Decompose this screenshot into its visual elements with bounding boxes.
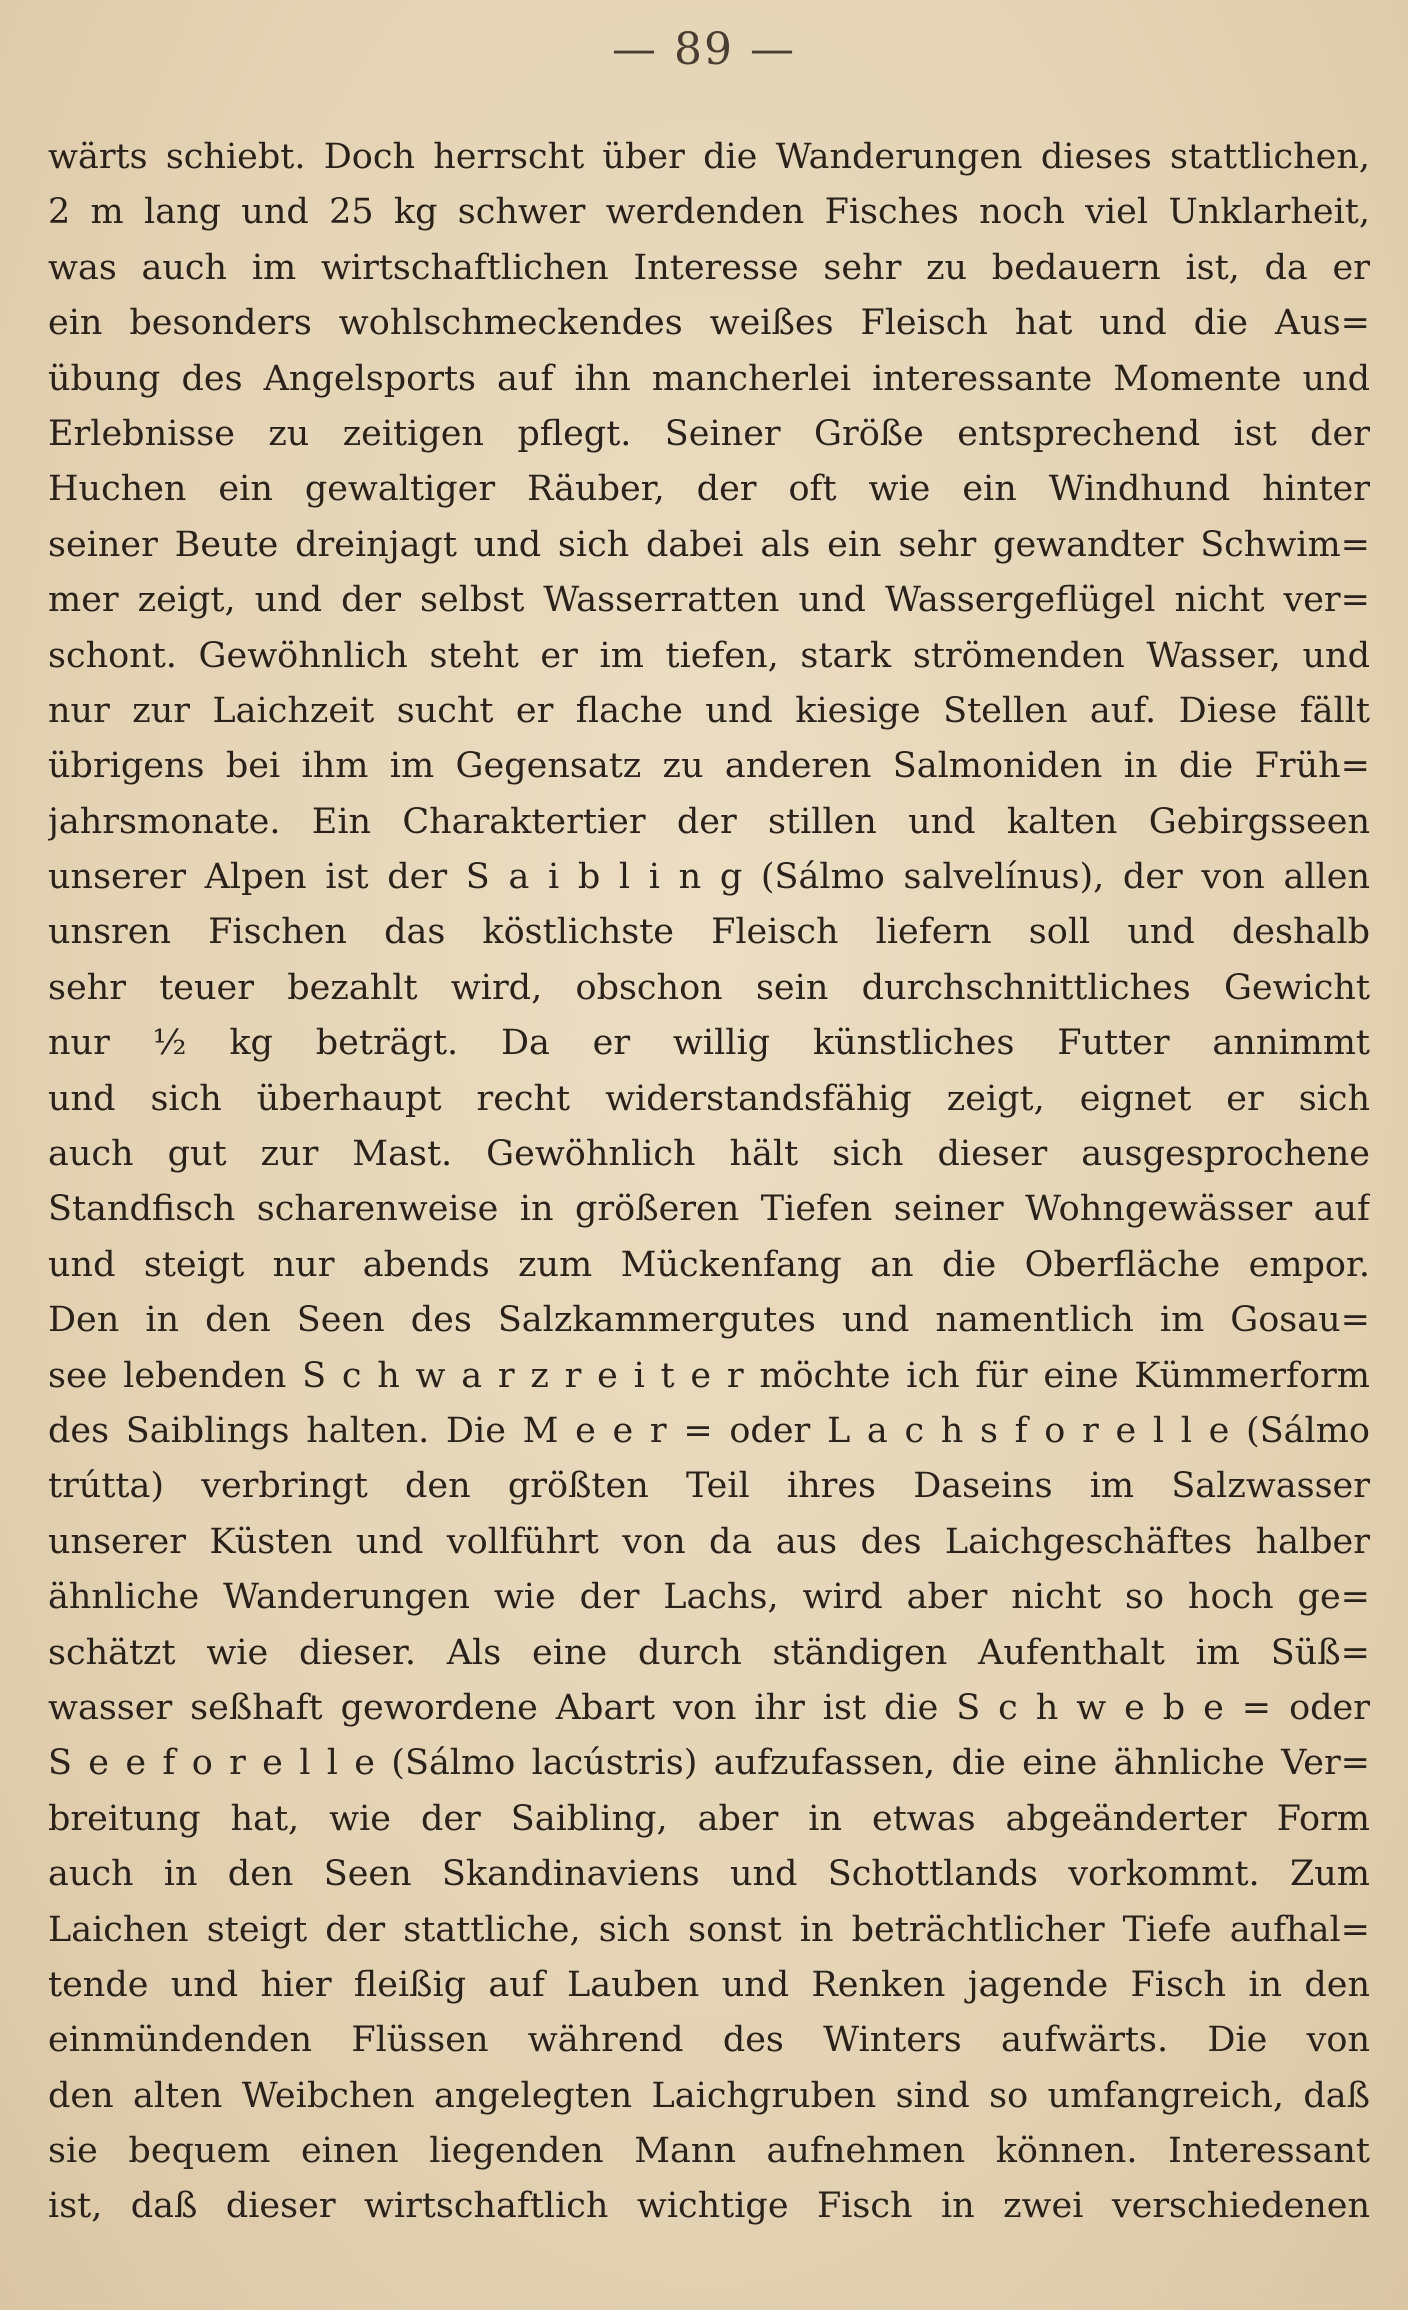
text-line: nur zur Laichzeit sucht er flache und kiesige Stellen auf. Diese fällt (48, 690, 1370, 731)
text-line: ist, daß dieser wirtschaftlich wichtige Fisch in zwei verschiedenen (48, 2186, 1370, 2227)
text-line: wärts schiebt. Doch herrscht über die Wanderungen dieses stattlichen, (48, 137, 1370, 177)
text-line: ähnliche Wanderungen wie der Lachs, wird aber nicht so hoch ge= (48, 1577, 1370, 1618)
text-line: übung des Angelsports auf ihn mancherlei interessante Momente und (48, 358, 1370, 399)
text-line: Den in den Seen des Salzkammergutes und namentlich im Gosau= (48, 1300, 1370, 1341)
text-line: wasser seßhaft gewordene Abart von ihr ist die S c h w e b e = oder (48, 1687, 1370, 1728)
body-text (48, 130, 1370, 2235)
text-line: 2 m lang und 25 kg schwer werdenden Fisches noch viel Unklarheit, (48, 192, 1370, 233)
text-line: einmündenden Flüssen während des Winters aufwärts. Die von (48, 2020, 1370, 2061)
text-line: see lebenden S c h w a r z r e i t e r möchte ich für eine Kümmerform (48, 1355, 1370, 1396)
text-line: mer zeigt, und der selbst Wasserratten und Wassergeflügel nicht ver= (48, 580, 1370, 621)
text-line: auch gut zur Mast. Gewöhnlich hält sich dieser ausgesprochene (48, 1134, 1370, 1175)
text-line: des Saiblings halten. Die M e e r = oder L a c h s f o r e l l e (Sálmo (48, 1410, 1370, 1451)
text-line: tende und hier fleißig auf Lauben und Renken jagende Fisch in den (48, 1964, 1370, 2005)
text-line: Erlebnisse zu zeitigen pflegt. Seiner Größe entsprechend ist der (48, 413, 1370, 454)
text-line: Laichen steigt der stattliche, sich sonst in beträchtlicher Tiefe aufhal= (48, 1909, 1370, 1950)
text-line: übrigens bei ihm im Gegensatz zu anderen Salmoniden in die Früh= (48, 746, 1370, 787)
text-line: sehr teuer bezahlt wird, obschon sein durchschnittliches Gewicht (48, 967, 1370, 1008)
text-line: schätzt wie dieser. Als eine durch ständigen Aufenthalt im Süß= (48, 1632, 1370, 1673)
text-line: unserer Alpen ist der S a i b l i n g (Sálmo salvelínus), der von allen (48, 857, 1370, 898)
text-line: ein besonders wohlschmeckendes weißes Fleisch hat und die Aus= (48, 303, 1370, 344)
text-line: nur ½ kg beträgt. Da er willig künstliches Futter annimmt (48, 1023, 1370, 1064)
text-line: unserer Küsten und vollführt von da aus des Laichgeschäftes halber (48, 1521, 1370, 1562)
text-line: seiner Beute dreinjagt und sich dabei als ein sehr gewandter Schwim= (48, 524, 1370, 565)
text-line: S e e f o r e l l e (Sálmo lacústris) aufzufassen, die eine ähnliche Ver= (48, 1743, 1370, 1784)
text-line: und sich überhaupt recht widerstandsfähig zeigt, eignet er sich (48, 1078, 1370, 1119)
text-line: Huchen ein gewaltiger Räuber, der oft wie ein Windhund hinter (48, 469, 1370, 510)
page-number: — 89 — (612, 24, 796, 75)
text-line: den alten Weibchen angelegten Laichgruben sind so umfangreich, daß (48, 2075, 1370, 2116)
text-line: und steigt nur abends zum Mückenfang an die Oberfläche empor. (48, 1244, 1370, 1285)
text-line: schont. Gewöhnlich steht er im tiefen, stark strömenden Wasser, und (48, 635, 1370, 676)
text-line: jahrsmonate. Ein Charaktertier der stillen und kalten Gebirgsseen (48, 801, 1370, 842)
text-line: sie bequem einen liegenden Mann aufnehmen können. Interessant (48, 2131, 1370, 2172)
text-line: trútta) verbringt den größten Teil ihres Daseins im Salzwasser (48, 1466, 1370, 1507)
text-line: Standfisch scharenweise in größeren Tiefen seiner Wohngewässer auf (48, 1189, 1370, 1230)
text-line: auch in den Seen Skandinaviens und Schottlands vorkommt. Zum (48, 1854, 1370, 1895)
text-line: was auch im wirtschaftlichen Interesse sehr zu bedauern ist, da er (48, 247, 1370, 288)
text-line: unsren Fischen das köstlichste Fleisch liefern soll und deshalb (48, 912, 1370, 953)
text-line: breitung hat, wie der Saibling, aber in etwas abgeänderter Form (48, 1798, 1370, 1839)
